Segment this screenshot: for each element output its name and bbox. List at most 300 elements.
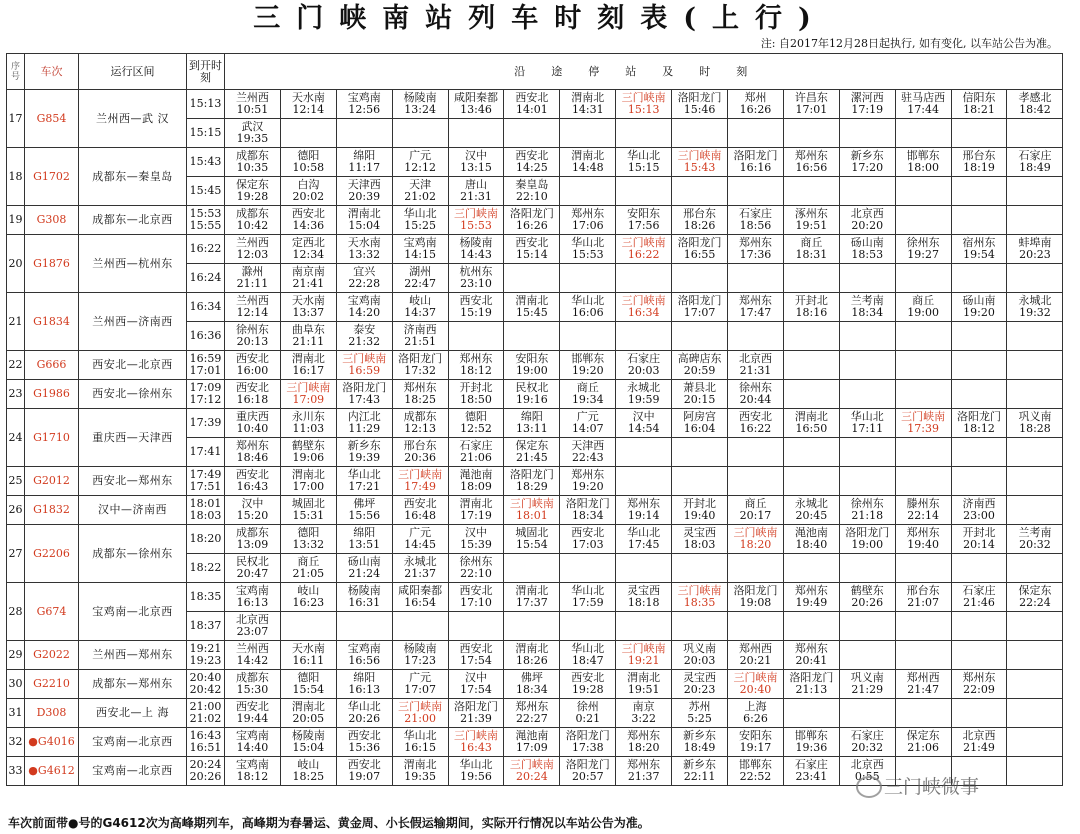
stop-cell (392, 322, 448, 351)
stop-name: 汉中 (241, 497, 264, 510)
stop-time: 21:37 (627, 770, 660, 783)
stop-name: 三门峡南 (286, 381, 331, 394)
stop-name: 开封北 (962, 526, 996, 539)
stop-cell (839, 525, 895, 554)
stop-time: 18:09 (460, 480, 492, 493)
table-row (7, 90, 1063, 119)
stop-cell (839, 148, 895, 177)
train-route: 成都东—郑州东 (79, 670, 187, 699)
stop-time: 18:26 (516, 654, 548, 667)
stop-cell (336, 496, 392, 525)
stop-time: 20:44 (739, 393, 772, 406)
stop-name: 华山北 (627, 149, 661, 162)
stop-name: 邢台东 (403, 439, 437, 452)
stop-name: 鹤壁东 (850, 584, 884, 597)
stop-name: 鹤壁东 (291, 439, 325, 452)
stop-cell (672, 554, 728, 583)
stop-cell (672, 264, 728, 293)
stop-name: 西安北 (515, 91, 549, 104)
arr-dep-time: 16:59 17:01 (187, 351, 225, 380)
stop-name: 三门峡南 (454, 207, 498, 220)
stop-name: 广元 (409, 671, 432, 684)
stop-cell (728, 438, 784, 467)
stop-time: 15:04 (292, 741, 325, 754)
row-seq: 17 (7, 90, 25, 148)
stop-cell (336, 177, 392, 206)
stop-time: 16:34 (627, 306, 660, 319)
stop-time: 18:28 (1019, 422, 1051, 435)
row-seq: 28 (7, 583, 25, 641)
stop-name: 石家庄 (794, 758, 828, 771)
stop-cell (839, 583, 895, 612)
arr-dep-time: 18:22 (187, 554, 225, 583)
stop-cell (560, 206, 616, 235)
stop-cell (560, 554, 616, 583)
stop-cell (839, 641, 895, 670)
stop-time: 16:13 (236, 596, 269, 609)
stop-name: 商丘 (744, 497, 767, 510)
stop-cell (336, 322, 392, 351)
stop-name: 邢台东 (962, 149, 996, 162)
stop-name: 邯郸东 (906, 149, 940, 162)
stop-cell (616, 699, 672, 728)
stop-time: 19:34 (571, 393, 604, 406)
train-route: 重庆西—天津西 (79, 409, 187, 467)
stop-cell (1007, 728, 1063, 757)
stop-cell (783, 293, 839, 322)
stop-time: 18:01 (516, 509, 548, 522)
stop-time: 20:05 (292, 712, 325, 725)
stop-cell (839, 612, 895, 641)
stop-cell (280, 728, 336, 757)
stop-name: 新乡东 (850, 149, 884, 162)
stop-name: 宝鸡南 (347, 642, 381, 655)
stop-time: 17:59 (571, 596, 604, 609)
train-route: 成都东—徐州东 (79, 525, 187, 583)
stop-time: 20:21 (739, 654, 772, 667)
arr-dep-time: 18:01 18:03 (187, 496, 225, 525)
stop-name: 济南西 (403, 323, 437, 336)
stop-name: 徐州东 (850, 497, 884, 510)
stop-name: 三门峡南 (901, 410, 946, 423)
stop-time: 14:45 (404, 538, 436, 551)
stop-time: 14:07 (571, 422, 604, 435)
row-seq: 20 (7, 235, 25, 293)
stop-time: 22:10 (516, 190, 548, 203)
stop-time: 16:18 (236, 393, 269, 406)
stop-cell (672, 699, 728, 728)
train-number-text: G308 (36, 213, 67, 226)
train-number-text: G4612 (37, 764, 75, 777)
stop-time: 16:31 (348, 596, 381, 609)
stop-cell (280, 119, 336, 148)
stop-name: 永城北 (403, 555, 437, 568)
stop-time: 15:15 (627, 161, 660, 174)
train-number (25, 409, 79, 467)
train-route: 成都东—秦皇岛 (79, 148, 187, 206)
stop-name: 渭南北 (403, 758, 437, 771)
stop-time: 18:40 (795, 538, 828, 551)
stop-name: 西安北 (235, 700, 269, 713)
stop-name: 华山北 (403, 729, 437, 742)
stop-cell (225, 438, 281, 467)
stop-cell (336, 409, 392, 438)
stop-cell (392, 467, 448, 496)
stop-cell (560, 380, 616, 409)
stop-time: 18:35 (683, 596, 716, 609)
stop-name: 安阳东 (738, 729, 772, 742)
row-seq: 32 (7, 728, 25, 757)
stop-time: 14:31 (571, 103, 604, 116)
stop-time: 18:34 (851, 306, 884, 319)
stop-name: 定西北 (291, 236, 325, 249)
stop-cell (1007, 641, 1063, 670)
stop-time: 16:22 (627, 248, 660, 261)
stop-time: 19:56 (460, 770, 492, 783)
stop-time: 23:00 (963, 509, 995, 522)
stop-cell (504, 496, 560, 525)
stop-cell (672, 728, 728, 757)
stop-name: 徐州东 (459, 555, 493, 568)
stop-name: 新乡东 (683, 758, 717, 771)
stop-cell (504, 757, 560, 786)
stop-cell (225, 496, 281, 525)
train-number-text: G1710 (33, 430, 70, 444)
stop-cell (560, 728, 616, 757)
stop-time: 16:00 (236, 364, 269, 377)
stop-name: 巩义南 (683, 642, 717, 655)
stop-name: 宝鸡南 (347, 294, 381, 307)
stop-name: 三门峡南 (621, 642, 666, 655)
stop-cell (895, 148, 951, 177)
stop-cell (783, 177, 839, 206)
stop-cell (616, 322, 672, 351)
stop-cell (392, 177, 448, 206)
train-number (25, 380, 79, 409)
stop-cell (783, 496, 839, 525)
stop-name: 郑州东 (906, 526, 940, 539)
stop-name: 岐山 (297, 584, 320, 597)
stop-cell (895, 351, 951, 380)
stop-time: 19:21 (627, 654, 660, 667)
stop-time: 17:09 (292, 393, 325, 406)
stop-cell (392, 699, 448, 728)
stop-name: 许昌东 (794, 91, 828, 104)
stop-cell (895, 264, 951, 293)
stop-cell (1007, 699, 1063, 728)
stop-time: 19:00 (907, 306, 939, 319)
stop-cell (895, 699, 951, 728)
stop-cell (672, 438, 728, 467)
stop-time: 17:45 (627, 538, 660, 551)
train-number (25, 583, 79, 641)
stop-name: 武汉 (241, 120, 264, 133)
stop-cell (783, 641, 839, 670)
stop-time: 21:51 (404, 335, 436, 348)
stop-name: 石家庄 (459, 439, 493, 452)
train-number-text: D308 (36, 706, 67, 719)
stop-name: 孝感北 (1018, 91, 1052, 104)
stop-name: 保定东 (235, 178, 269, 191)
stop-name: 成都东 (403, 410, 437, 423)
stop-time: 20:40 (739, 683, 772, 696)
stop-cell (672, 206, 728, 235)
stop-time: 11:29 (348, 422, 381, 435)
stop-name: 三门峡南 (398, 700, 443, 713)
stop-cell (560, 699, 616, 728)
stop-cell (616, 380, 672, 409)
train-number-text: G854 (36, 111, 67, 125)
stop-cell (895, 177, 951, 206)
train-route: 成都东—北京西 (79, 206, 187, 235)
stop-name: 杭州东 (459, 265, 493, 278)
stop-time: 15:45 (516, 306, 548, 319)
stop-name: 郑州东 (571, 468, 605, 481)
stop-cell (560, 467, 616, 496)
stop-cell (1007, 583, 1063, 612)
stop-cell (225, 641, 281, 670)
stop-cell (616, 467, 672, 496)
stop-name: 石家庄 (627, 352, 661, 365)
stop-time: 10:51 (236, 103, 269, 116)
stop-name: 德阳 (297, 526, 320, 539)
stop-time: 18:34 (516, 683, 548, 696)
stop-cell (672, 322, 728, 351)
arr-dep-time: 16:34 (187, 293, 225, 322)
stop-name: 西安北 (403, 497, 437, 510)
stop-time: 0:55 (854, 770, 880, 783)
stop-cell (672, 119, 728, 148)
stop-cell (1007, 351, 1063, 380)
stop-name: 西安北 (571, 671, 605, 684)
stop-cell (392, 148, 448, 177)
stop-time: 14:48 (571, 161, 604, 174)
stop-time: 20:03 (683, 654, 716, 667)
stop-cell (392, 757, 448, 786)
stop-cell (392, 728, 448, 757)
stop-cell (336, 525, 392, 554)
stop-name: 华山北 (571, 642, 605, 655)
stop-name: 渭南北 (571, 91, 605, 104)
stop-name: 华山北 (347, 468, 381, 481)
stop-name: 杨陵南 (403, 642, 437, 655)
stop-time: 16:17 (292, 364, 325, 377)
stop-name: 西安北 (459, 294, 493, 307)
arr-dep-time: 16:36 (187, 322, 225, 351)
stop-time: 10:42 (236, 219, 269, 232)
stop-name: 杨陵南 (347, 584, 381, 597)
stop-time: 20:36 (404, 451, 436, 464)
stop-cell (336, 235, 392, 264)
stop-cell (448, 612, 504, 641)
stop-name: 宿州东 (962, 236, 996, 249)
stop-cell (616, 235, 672, 264)
stop-time: 16:06 (571, 306, 604, 319)
train-number (25, 90, 79, 148)
header-train: 车次 (25, 54, 79, 90)
stop-time: 15:53 (571, 248, 604, 261)
arr-dep-time: 17:09 17:12 (187, 380, 225, 409)
stop-time: 13:15 (460, 161, 492, 174)
stop-cell (783, 409, 839, 438)
stop-cell (280, 554, 336, 583)
arr-dep-time: 21:00 21:02 (187, 699, 225, 728)
stop-cell (336, 757, 392, 786)
stop-name: 郑州东 (627, 729, 661, 742)
stop-time: 17:43 (348, 393, 381, 406)
stop-cell (504, 525, 560, 554)
stop-time: 13:32 (292, 538, 325, 551)
stop-name: 郑州东 (794, 584, 828, 597)
stop-cell (1007, 409, 1063, 438)
stop-cell (672, 496, 728, 525)
stop-cell (392, 351, 448, 380)
stop-cell (448, 554, 504, 583)
stop-time: 16:43 (460, 741, 492, 754)
stop-time: 22:27 (516, 712, 548, 725)
stop-name: 渭南北 (347, 207, 381, 220)
stop-time: 22:43 (571, 451, 604, 464)
stop-time: 18:29 (516, 480, 548, 493)
stop-time: 22:14 (907, 509, 939, 522)
stop-cell (225, 206, 281, 235)
stop-name: 成都东 (235, 671, 269, 684)
train-route: 宝鸡南—北京西 (79, 583, 187, 641)
stop-name: 洛阳龙门 (509, 207, 554, 220)
table-row (7, 467, 1063, 496)
stop-cell (448, 438, 504, 467)
stop-name: 佛坪 (353, 497, 376, 510)
stop-cell (560, 409, 616, 438)
arr-dep-time: 18:35 (187, 583, 225, 612)
stop-cell (783, 90, 839, 119)
stop-cell (225, 148, 281, 177)
stop-time: 13:24 (404, 103, 436, 116)
stop-time: 16:43 (236, 480, 269, 493)
stop-time: 19:08 (739, 596, 772, 609)
stop-cell (392, 641, 448, 670)
stop-name: 兰州西 (235, 294, 269, 307)
stop-cell (560, 177, 616, 206)
stop-cell (951, 293, 1007, 322)
stop-cell (951, 496, 1007, 525)
stop-time: 12:03 (236, 248, 269, 261)
stop-cell (951, 264, 1007, 293)
stop-cell (504, 119, 560, 148)
header-time: 到开时刻 (187, 54, 225, 90)
stop-name: 华山北 (347, 700, 381, 713)
stop-time: 21:02 (404, 190, 436, 203)
stop-time: 19:54 (963, 248, 995, 261)
stop-time: 14:36 (292, 219, 325, 232)
stop-name: 郑州东 (794, 149, 828, 162)
stop-cell (560, 525, 616, 554)
stop-time: 20:59 (683, 364, 716, 377)
train-number (25, 293, 79, 351)
stop-name: 杨陵南 (459, 236, 493, 249)
train-number (25, 496, 79, 525)
stop-name: 商丘 (800, 236, 823, 249)
stop-time: 15:20 (236, 509, 269, 522)
stop-time: 15:13 (627, 103, 660, 116)
stop-name: 石家庄 (1018, 149, 1052, 162)
row-seq: 27 (7, 525, 25, 583)
stop-time: 6:26 (743, 712, 768, 725)
stop-cell (951, 670, 1007, 699)
stop-name: 蚌埠南 (1018, 236, 1052, 249)
stop-cell (560, 264, 616, 293)
stop-cell (895, 206, 951, 235)
stop-time: 16:11 (292, 654, 325, 667)
stop-name: 渭南北 (291, 468, 325, 481)
stop-time: 22:47 (404, 277, 436, 290)
stop-cell (951, 380, 1007, 409)
stop-cell (951, 322, 1007, 351)
stop-cell (392, 264, 448, 293)
stop-time: 17:21 (348, 480, 381, 493)
stop-cell (448, 699, 504, 728)
stop-cell (225, 409, 281, 438)
stop-cell (225, 757, 281, 786)
stop-cell (839, 728, 895, 757)
stop-time: 16:50 (795, 422, 828, 435)
stop-name: 洛阳龙门 (733, 584, 778, 597)
stop-cell (895, 293, 951, 322)
stop-time: 17:23 (404, 654, 436, 667)
stop-time: 19:20 (963, 306, 995, 319)
stop-cell (280, 148, 336, 177)
stop-name: 城固北 (515, 526, 549, 539)
stop-cell (728, 554, 784, 583)
stop-name: 洛阳龙门 (677, 91, 722, 104)
stop-time: 18:49 (1019, 161, 1051, 174)
stop-time: 19:00 (851, 538, 884, 551)
stop-name: 郑州东 (571, 207, 605, 220)
stop-time: 14:20 (348, 306, 381, 319)
stop-time: 16:04 (683, 422, 716, 435)
header-stops: 沿途停站及时刻 (225, 54, 1063, 90)
stop-time: 18:20 (627, 741, 660, 754)
table-row (7, 148, 1063, 177)
stop-time: 16:26 (516, 219, 548, 232)
stop-cell (336, 293, 392, 322)
stop-name: 新乡东 (683, 729, 717, 742)
stop-name: 洛阳龙门 (565, 729, 610, 742)
stop-time: 18:34 (571, 509, 604, 522)
stop-cell (280, 496, 336, 525)
row-seq: 21 (7, 293, 25, 351)
stop-name: 永城北 (627, 381, 661, 394)
stop-cell (951, 148, 1007, 177)
stop-time: 21:29 (851, 683, 884, 696)
stop-cell (448, 728, 504, 757)
stop-time: 15:54 (292, 683, 325, 696)
stop-name: 宝鸡南 (235, 584, 269, 597)
stop-name: 渭南北 (794, 410, 828, 423)
stop-cell (336, 612, 392, 641)
stop-cell (560, 119, 616, 148)
stop-name: 华山北 (571, 294, 605, 307)
stop-name: 驻马店西 (901, 91, 946, 104)
stop-cell (504, 90, 560, 119)
stop-cell (392, 409, 448, 438)
header-route: 运行区间 (79, 54, 187, 90)
stop-name: 天水南 (291, 642, 325, 655)
stop-cell (895, 612, 951, 641)
stop-name: 苏州 (688, 700, 711, 713)
stop-cell (951, 554, 1007, 583)
stop-time: 17:11 (851, 422, 884, 435)
